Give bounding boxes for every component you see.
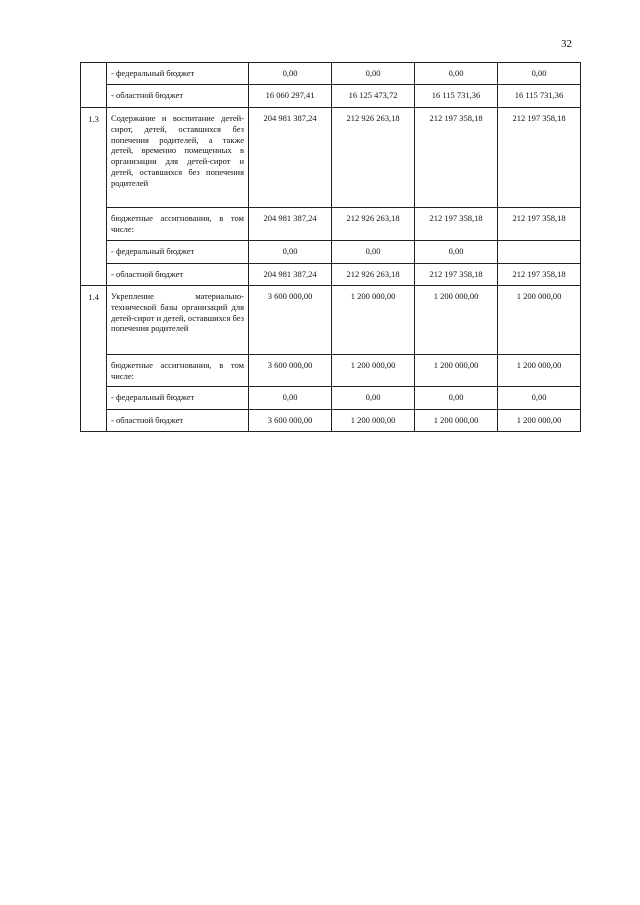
item-number-cell [81, 63, 107, 108]
value-cell: 212 197 358,18 [498, 108, 581, 208]
row-label: Содержание и воспитание детей-сирот, детей, оставшихся без попечения родителей, а также детей, временно помещенных в организации для детей-сирот и детей, оставшихся без попечения родителей [107, 108, 249, 208]
table-row [81, 286, 581, 355]
value-cell: 3 600 000,00 [249, 410, 332, 432]
table-row [81, 208, 581, 241]
value-cell: 0,00 [249, 63, 332, 85]
value-cell: 16 060 297,41 [249, 85, 332, 108]
table-row [81, 410, 581, 432]
value-cell: 212 197 358,18 [498, 208, 581, 241]
row-label: бюджетные ассигнования, в том числе: [107, 355, 249, 387]
value-cell: 1 200 000,00 [332, 286, 415, 355]
value-cell: 3 600 000,00 [249, 286, 332, 355]
value-cell: 0,00 [498, 63, 581, 85]
table-row [81, 355, 581, 387]
value-cell: 0,00 [415, 387, 498, 410]
item-number-cell: 1.4 [81, 286, 107, 432]
value-cell: 0,00 [332, 241, 415, 264]
row-label: - областной бюджет [107, 264, 249, 286]
table-row [81, 264, 581, 286]
table-row [81, 387, 581, 410]
value-cell: 1 200 000,00 [332, 410, 415, 432]
row-label: - федеральный бюджет [107, 387, 249, 410]
value-cell: 1 200 000,00 [415, 355, 498, 387]
value-cell: 212 197 358,18 [498, 264, 581, 286]
value-cell: 212 197 358,18 [415, 264, 498, 286]
page-number: 32 [561, 38, 572, 50]
row-label: Укрепление материально-технической базы организаций для детей-сирот и детей, оставшихся без попечения родителей [107, 286, 249, 355]
value-cell: 212 926 263,18 [332, 108, 415, 208]
value-cell: 0,00 [498, 387, 581, 410]
value-cell: 0,00 [415, 241, 498, 264]
row-label: бюджетные ассигнования, в том числе: [107, 208, 249, 241]
value-cell [498, 241, 581, 264]
value-cell: 1 200 000,00 [332, 355, 415, 387]
value-cell: 0,00 [249, 387, 332, 410]
value-cell: 204 981 387,24 [249, 208, 332, 241]
value-cell: 212 926 263,18 [332, 264, 415, 286]
value-cell: 0,00 [332, 387, 415, 410]
value-cell: 212 197 358,18 [415, 208, 498, 241]
row-label: - областной бюджет [107, 410, 249, 432]
value-cell: 0,00 [249, 241, 332, 264]
row-label: - областной бюджет [107, 85, 249, 108]
value-cell: 212 926 263,18 [332, 208, 415, 241]
row-label: - федеральный бюджет [107, 241, 249, 264]
value-cell: 1 200 000,00 [498, 355, 581, 387]
item-number-cell: 1.3 [81, 108, 107, 286]
value-cell: 1 200 000,00 [498, 410, 581, 432]
value-cell: 16 125 473,72 [332, 85, 415, 108]
row-label: - федеральный бюджет [107, 63, 249, 85]
value-cell: 204 981 387,24 [249, 108, 332, 208]
table-row [81, 108, 581, 208]
value-cell: 0,00 [332, 63, 415, 85]
value-cell: 212 197 358,18 [415, 108, 498, 208]
value-cell: 16 115 731,36 [415, 85, 498, 108]
value-cell: 1 200 000,00 [415, 286, 498, 355]
value-cell: 1 200 000,00 [415, 410, 498, 432]
table-row [81, 63, 581, 85]
table-row [81, 241, 581, 264]
value-cell: 16 115 731,36 [498, 85, 581, 108]
value-cell: 0,00 [415, 63, 498, 85]
value-cell: 1 200 000,00 [498, 286, 581, 355]
table-row [81, 85, 581, 108]
value-cell: 3 600 000,00 [249, 355, 332, 387]
budget-table [80, 62, 581, 432]
value-cell: 204 981 387,24 [249, 264, 332, 286]
